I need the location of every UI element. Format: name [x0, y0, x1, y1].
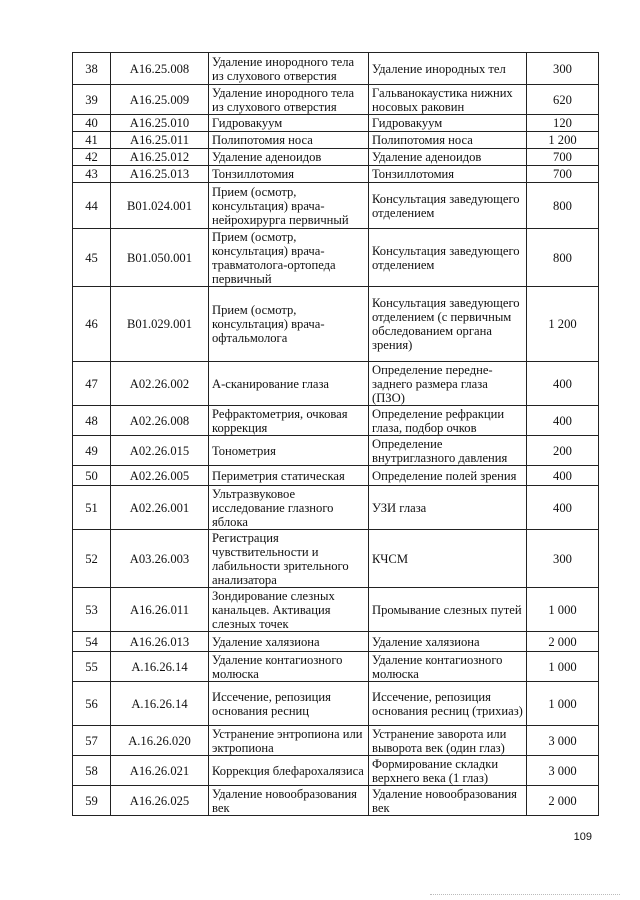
table-row — [73, 632, 599, 652]
row-number: 48 — [73, 406, 111, 436]
service-price: 3 000 — [527, 756, 599, 786]
service-price: 400 — [527, 486, 599, 530]
service-name: Гидровакуум — [209, 115, 369, 132]
table-body — [73, 53, 599, 816]
price-table — [72, 52, 599, 816]
service-code: B01.024.001 — [111, 183, 209, 229]
row-number: 54 — [73, 632, 111, 652]
row-number: 46 — [73, 287, 111, 362]
service-description: Консультация заведующего отделением — [369, 183, 527, 229]
service-description: Полипотомия носа — [369, 132, 527, 149]
service-description: Определение рефракции глаза, подбор очков — [369, 406, 527, 436]
service-code: A16.25.009 — [111, 85, 209, 115]
service-name: Тонометрия — [209, 436, 369, 466]
table-row — [73, 115, 599, 132]
service-name: Периметрия статическая — [209, 466, 369, 486]
service-code: A16.26.021 — [111, 756, 209, 786]
service-code: A02.26.002 — [111, 362, 209, 406]
service-price: 800 — [527, 229, 599, 287]
row-number: 45 — [73, 229, 111, 287]
service-code: A03.26.003 — [111, 530, 209, 588]
service-code: A16.25.011 — [111, 132, 209, 149]
table-row — [73, 726, 599, 756]
service-name: А-сканирование глаза — [209, 362, 369, 406]
table-row — [73, 436, 599, 466]
service-description: Иссечение, репозиция основания ресниц (трихиаз) — [369, 682, 527, 726]
service-name: Коррекция блефарохалязиса — [209, 756, 369, 786]
service-name: Тонзиллотомия — [209, 166, 369, 183]
service-price: 400 — [527, 362, 599, 406]
service-name: Прием (осмотр, консультация) врача-нейрохирурга первичный — [209, 183, 369, 229]
service-description: Удаление инородных тел — [369, 53, 527, 85]
service-name: Удаление новообразования век — [209, 786, 369, 816]
service-description: Удаление халязиона — [369, 632, 527, 652]
table-row — [73, 166, 599, 183]
service-price: 2 000 — [527, 786, 599, 816]
service-code: A.16.26.020 — [111, 726, 209, 756]
row-number: 52 — [73, 530, 111, 588]
service-name: Удаление контагиозного молюска — [209, 652, 369, 682]
service-price: 700 — [527, 166, 599, 183]
row-number: 51 — [73, 486, 111, 530]
service-price: 1 200 — [527, 287, 599, 362]
table-row — [73, 53, 599, 85]
row-number: 55 — [73, 652, 111, 682]
service-price: 2 000 — [527, 632, 599, 652]
table-row — [73, 229, 599, 287]
service-price: 700 — [527, 149, 599, 166]
service-code: A16.26.013 — [111, 632, 209, 652]
table-row — [73, 362, 599, 406]
service-code: A02.26.001 — [111, 486, 209, 530]
row-number: 38 — [73, 53, 111, 85]
service-description: Удаление контагиозного молюска — [369, 652, 527, 682]
table-row — [73, 149, 599, 166]
service-code: A.16.26.14 — [111, 682, 209, 726]
service-price: 1 000 — [527, 588, 599, 632]
service-description: КЧСМ — [369, 530, 527, 588]
service-name: Прием (осмотр, консультация) врача-офтальмолога — [209, 287, 369, 362]
service-name: Устранение энтропиона или эктропиона — [209, 726, 369, 756]
row-number: 59 — [73, 786, 111, 816]
service-code: A02.26.015 — [111, 436, 209, 466]
service-name: Ультразвуковое исследование глазного яблока — [209, 486, 369, 530]
service-price: 120 — [527, 115, 599, 132]
table-row — [73, 466, 599, 486]
service-description: Гальванокаустика нижних носовых раковин — [369, 85, 527, 115]
row-number: 56 — [73, 682, 111, 726]
service-description: Удаление новообразования век — [369, 786, 527, 816]
service-name: Иссечение, репозиция основания ресниц — [209, 682, 369, 726]
table-row — [73, 652, 599, 682]
row-number: 41 — [73, 132, 111, 149]
service-code: A.16.26.14 — [111, 652, 209, 682]
service-price: 400 — [527, 406, 599, 436]
service-price: 3 000 — [527, 726, 599, 756]
service-description: Удаление аденоидов — [369, 149, 527, 166]
service-description: Тонзиллотомия — [369, 166, 527, 183]
page-number: 109 — [573, 831, 592, 843]
table-row — [73, 786, 599, 816]
service-name: Зондирование слезных канальцев. Активация слезных точек — [209, 588, 369, 632]
row-number: 57 — [73, 726, 111, 756]
service-name: Регистрация чувствительности и лабильности зрительного анализатора — [209, 530, 369, 588]
table-row — [73, 486, 599, 530]
row-number: 40 — [73, 115, 111, 132]
service-price: 200 — [527, 436, 599, 466]
table-row — [73, 756, 599, 786]
service-name: Рефрактометрия, очковая коррекция — [209, 406, 369, 436]
row-number: 53 — [73, 588, 111, 632]
table-row — [73, 682, 599, 726]
service-name: Удаление халязиона — [209, 632, 369, 652]
table-row — [73, 588, 599, 632]
row-number: 43 — [73, 166, 111, 183]
service-code: B01.050.001 — [111, 229, 209, 287]
service-price: 620 — [527, 85, 599, 115]
row-number: 58 — [73, 756, 111, 786]
service-description: Консультация заведующего отделением — [369, 229, 527, 287]
service-description: Устранение заворота или выворота век (один глаз) — [369, 726, 527, 756]
row-number: 49 — [73, 436, 111, 466]
table-row — [73, 406, 599, 436]
row-number: 50 — [73, 466, 111, 486]
service-description: Определение передне-заднего размера глаза (ПЗО) — [369, 362, 527, 406]
service-price: 1 200 — [527, 132, 599, 149]
row-number: 42 — [73, 149, 111, 166]
service-code: A16.25.008 — [111, 53, 209, 85]
footer-divider — [430, 894, 620, 895]
service-code: A16.25.013 — [111, 166, 209, 183]
service-name: Удаление инородного тела из слухового отверстия — [209, 53, 369, 85]
service-description: Формирование складки верхнего века (1 глаз) — [369, 756, 527, 786]
table-row — [73, 183, 599, 229]
table-row — [73, 132, 599, 149]
service-price: 400 — [527, 466, 599, 486]
service-description: Определение полей зрения — [369, 466, 527, 486]
table-row — [73, 530, 599, 588]
service-code: A16.26.011 — [111, 588, 209, 632]
service-description: Определение внутриглазного давления — [369, 436, 527, 466]
service-code: A16.26.025 — [111, 786, 209, 816]
service-description: Гидровакуум — [369, 115, 527, 132]
service-name: Полипотомия носа — [209, 132, 369, 149]
service-price: 800 — [527, 183, 599, 229]
service-description: Консультация заведующего отделением (с первичным обследованием органа зрения) — [369, 287, 527, 362]
service-price: 300 — [527, 530, 599, 588]
service-name: Прием (осмотр, консультация) врача-травматолога-ортопеда первичный — [209, 229, 369, 287]
table-row — [73, 287, 599, 362]
service-name: Удаление аденоидов — [209, 149, 369, 166]
row-number: 44 — [73, 183, 111, 229]
service-description: УЗИ глаза — [369, 486, 527, 530]
service-code: B01.029.001 — [111, 287, 209, 362]
service-name: Удаление инородного тела из слухового отверстия — [209, 85, 369, 115]
row-number: 47 — [73, 362, 111, 406]
service-price: 1 000 — [527, 682, 599, 726]
service-price: 1 000 — [527, 652, 599, 682]
service-code: A02.26.005 — [111, 466, 209, 486]
service-code: A16.25.010 — [111, 115, 209, 132]
service-price: 300 — [527, 53, 599, 85]
service-code: A02.26.008 — [111, 406, 209, 436]
table-row — [73, 85, 599, 115]
service-description: Промывание слезных путей — [369, 588, 527, 632]
row-number: 39 — [73, 85, 111, 115]
service-code: A16.25.012 — [111, 149, 209, 166]
